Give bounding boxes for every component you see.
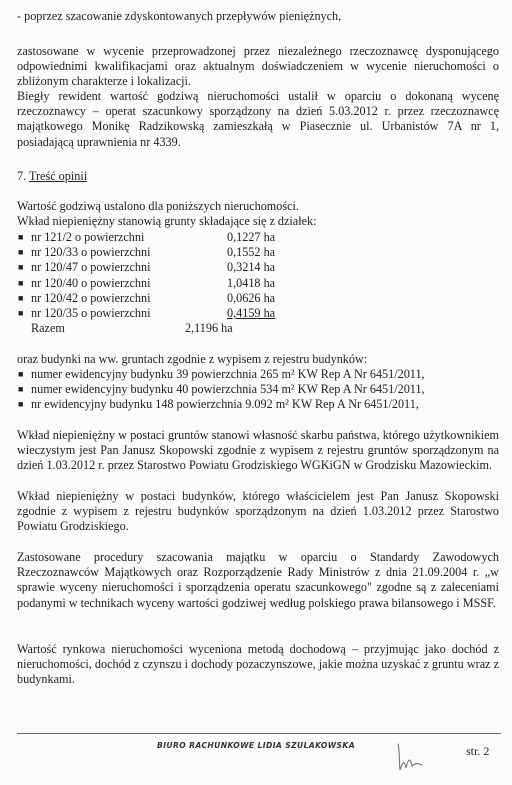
paragraph-valuation-method: zastosowane w wycenie przeprowadzonej przez niezależnego rzeczoznawcę dysponującego odpowiednimi kwalifikacjami oraz aktualnym doświadczeniem w wycenie nieruchomości o zbliżonym charakterze i lokalizacji. bbox=[17, 44, 499, 89]
total-label: Razem bbox=[31, 321, 65, 335]
footer-divider bbox=[17, 733, 501, 734]
page-number: str. 2 bbox=[466, 744, 490, 758]
paragraph-valuation-procedures: Zastosowane procedury szacowania majątku w oparciu o Standardy Zawodowych Rzeczoznawców Majątkowych oraz Rozporządzenie Rady Ministrów z dnia 21.09.2004 r. „w sprawie wyceny nieruchomości i sporządzenia operatu szacunkowego" zgodne są z zaleceniami podanymi w technikach wyceny wartości godziwej według polskiego prawa bilansowego i MSSF. bbox=[17, 550, 499, 610]
list-item: ■ nr 120/42 o powierzchni 0,0626 ha bbox=[18, 290, 276, 305]
bullet-icon: ■ bbox=[18, 384, 24, 395]
list-item: ■ nr 120/35 o powierzchni 0,4159 ha bbox=[18, 306, 276, 321]
bullet-icon: ■ bbox=[18, 262, 24, 273]
bullet-icon: ■ bbox=[18, 277, 24, 288]
building-list bbox=[17, 367, 499, 413]
bullet-icon: ■ bbox=[18, 292, 24, 303]
bullet-icon: ■ bbox=[18, 308, 24, 319]
paragraph-buildings: oraz budynki na ww. gruntach zgodnie z wypisem z rejestru budynków: bbox=[17, 352, 368, 366]
list-item: ■ nr 120/33 o powierzchni 0,1552 ha bbox=[18, 245, 276, 260]
bullet-icon: ■ bbox=[18, 232, 24, 242]
list-item: ■ nr 121/2 o powierzchni 0,1227 ha bbox=[18, 230, 276, 244]
parcel-list bbox=[17, 230, 499, 321]
bullet-icon: ■ bbox=[18, 399, 24, 410]
list-item: ■ numer ewidencyjny budynku 39 powierzchnia 265 m² KW Rep A Nr 6451/2011, bbox=[18, 367, 425, 381]
intro-line: - poprzez szacowanie zdyskontowanych przepływów pieniężnych, bbox=[17, 9, 342, 23]
list-item: ■ nr ewidencyjny budynku 148 powierzchnia 9.092 m² KW Rep A Nr 6451/2011, bbox=[18, 397, 419, 412]
bullet-icon: ■ bbox=[18, 247, 24, 258]
paragraph-land-ownership: Wkład niepieniężny w postaci gruntów stanowi własność skarbu państwa, którego użytkownikiem wieczystym jest Pan Janusz Skopowski zgodnie z wypisem z rejestru gruntów sporządzonym na dzień 1.03.2012 r. przez Starostwo Powiatu Grodziskiego WGKiGN w Grodzisku Mazowieckim. bbox=[17, 428, 499, 473]
bullet-icon: ■ bbox=[18, 369, 24, 379]
paragraph-building-ownership: Wkład niepieniężny w postaci budynków, którego właścicielem jest Pan Janusz Skopowski zgodnie z wypisem z rejestru budynków sporządzonym na dzień 1.03.2012 przez Starostwo Powiatu Grodziskiego. bbox=[17, 489, 499, 534]
paragraph-land-contribution: Wkład niepieniężny stanowią grunty składające się z działek: bbox=[17, 214, 317, 228]
paragraph-fair-value-scope: Wartość godziwą ustalono dla poniższych nieruchomości. bbox=[17, 199, 299, 213]
signature-icon bbox=[390, 738, 430, 778]
section-title: Treść opinii bbox=[28, 169, 88, 183]
paragraph-market-value: Wartość rynkowa nieruchomości wyceniona metodą dochodową – przyjmując jako dochód z nieruchomości, dochód z czynszu i dochody pozaczynszowe, jakie można uzyskać z gruntu wraz z budynkami. bbox=[17, 642, 499, 687]
total-area: 2,1196 ha bbox=[185, 321, 233, 335]
section-number: 7. bbox=[17, 169, 27, 183]
list-item: ■ nr 120/47 o powierzchni 0,3214 ha bbox=[18, 260, 276, 275]
section-heading bbox=[17, 169, 499, 184]
paragraph-auditor-valuation: Biegły rewident wartość godziwą nieruchomości ustalił w oparciu o dokonaną wycenę rzeczoznawcy – operat szacunkowy sporządzony na dzień 5.03.2012 r. przez rzeczoznawcę majątkowego Monikę Radzikowską zamieszkałą w Piasecznie ul. Urbanistów 7A nr 1, posiadającą uprawnienia nr 4339. bbox=[17, 89, 499, 149]
list-item: ■ nr 120/40 o powierzchni 1,0418 ha bbox=[18, 275, 276, 290]
parcel-total bbox=[17, 321, 499, 336]
list-item: ■ numer ewidencyjny budynku 40 powierzchnia 534 m² KW Rep A Nr 6451/2011, bbox=[18, 382, 425, 397]
footer-company: BIURO RACHUNKOWE LIDIA SZULAKOWSKA bbox=[157, 741, 355, 750]
